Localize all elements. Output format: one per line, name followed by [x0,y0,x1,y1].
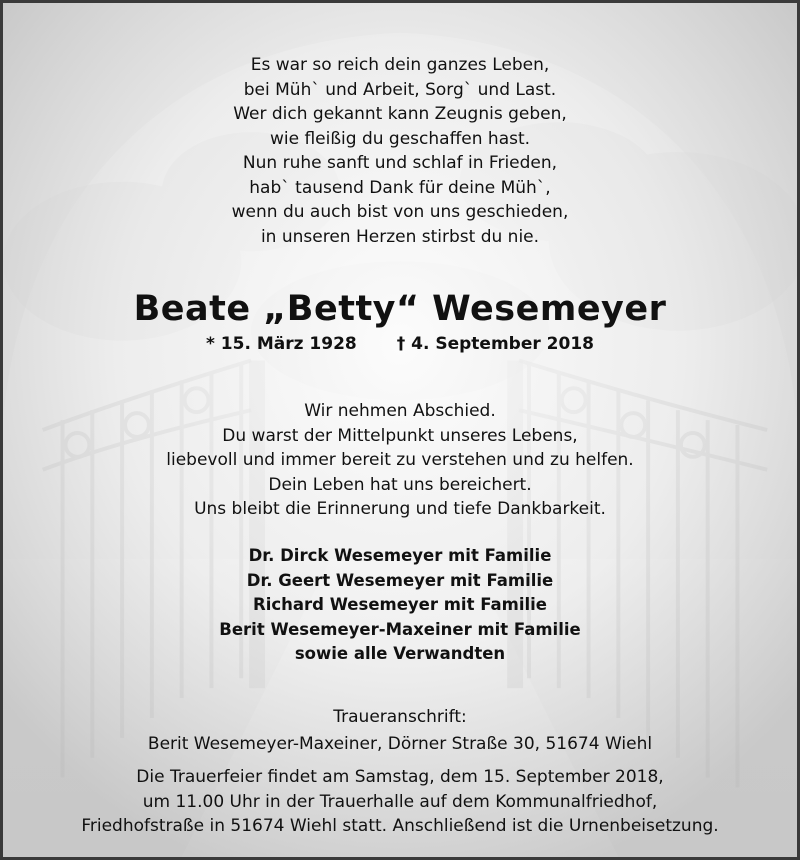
poem-line: Nun ruhe sanft und schlaf in Frieden, [242,153,558,173]
poem-line: wenn du auch bist von uns geschieden, [231,202,569,222]
memorial-poem [3,53,797,249]
farewell-text [3,399,797,522]
address-label: Traueranschrift: [333,707,467,727]
farewell-line: Wir nehmen Abschied. [304,401,496,421]
poem-line: Wer dich gekannt kann Zeugnis geben, [233,104,567,124]
ceremony-line: Friedhofstraße in 51674 Wiehl statt. Anschließend ist die Urnenbeisetzung. [81,816,719,836]
life-dates [3,333,797,355]
deceased-name: Beate „Betty“ Wesemeyer [133,289,667,329]
ceremony-line: Die Trauerfeier findet am Samstag, dem 15. September 2018, [136,767,664,787]
farewell-line: Du warst der Mittelpunkt unseres Lebens, [222,425,578,446]
ceremony-info [3,765,797,839]
address-value: Berit Wesemeyer-Maxeiner, Dörner Straße 30, 51674 Wiehl [147,734,653,754]
poem-line: Es war so reich dein ganzes Leben, [250,55,550,75]
mourner-line: Dr. Geert Wesemeyer mit Familie [246,570,554,590]
farewell-line: Uns bleibt die Erinnerung und tiefe Dankbarkeit. [194,499,606,519]
poem-line: hab` tausend Dank für deine Müh`, [249,177,551,198]
poem-line: in unseren Herzen stirbst du nie. [260,226,540,247]
mourner-line: Richard Wesemeyer mit Familie [252,595,547,614]
mourning-address [3,704,797,758]
poem-line: wie fleißig du geschaffen hast. [269,128,531,149]
farewell-line: Dein Leben hat uns bereichert. [268,474,532,495]
mourner-line: Berit Wesemeyer-Maxeiner mit Familie [219,619,581,639]
poem-line: bei Müh` und Arbeit, Sorg` und Last. [243,79,557,100]
death-date: † 4. September 2018 [396,334,594,354]
birth-date: * 15. März 1928 [205,334,357,354]
mourner-line: sowie alle Verwandten [294,644,506,663]
mourner-line: Dr. Dirck Wesemeyer mit Familie [248,546,552,565]
ceremony-line: um 11.00 Uhr in der Trauerhalle auf dem Kommunalfriedhof, [142,791,658,812]
mourners-list [3,544,797,667]
farewell-line: liebevoll und immer bereit zu verstehen und zu helfen. [166,450,634,470]
notice-content [3,3,797,857]
